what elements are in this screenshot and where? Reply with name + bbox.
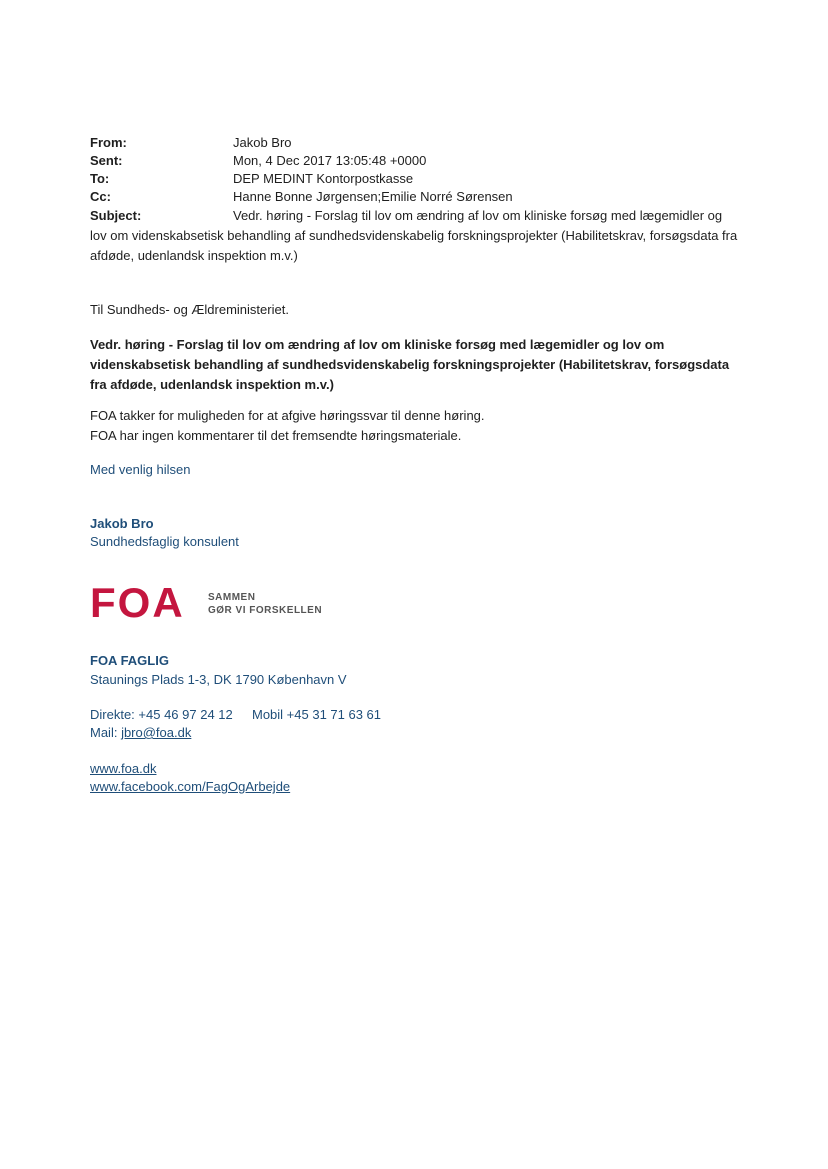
to-label: To:: [90, 171, 110, 186]
logo-slogan-line-1: SAMMEN: [208, 592, 256, 603]
signature-title: Sundhedsfaglig konsulent: [90, 534, 239, 549]
mail-label: Mail:: [90, 725, 122, 740]
org-address: Staunings Plads 1-3, DK 1790 København V: [90, 672, 347, 687]
direct-phone: Direkte: +45 46 97 24 12: [90, 707, 233, 722]
facebook-link[interactable]: www.facebook.com/FagOgArbejde: [90, 779, 291, 794]
mail-row: [90, 724, 191, 742]
body-heading: Vedr. høring - Forslag til lov om ændring af lov om kliniske forsøg med lægemidler og lov om videnskabsetisk behandling af sundhedsvidenskabelig forskningsprojekter (Habilitetskrav, forsøgsdata fra afdøde, udenlandsk inspektion m.v.): [90, 337, 730, 392]
web-row: [90, 760, 156, 778]
subject-label: Subject:: [90, 208, 142, 223]
subject-value: Vedr. høring - Forslag til lov om ændring af lov om kliniske forsøg med lægemidler og lov om videnskabsetisk behandling af sundhedsvidenskabelig forskningsprojekter (Habilitetskrav, forsøgsdata fra afdøde, udenlandsk inspektion m.v.): [90, 208, 738, 263]
to-value: DEP MEDINT Kontorpostkasse: [233, 171, 414, 186]
salutation: Til Sundheds- og Ældreministeriet.: [90, 302, 289, 317]
cc-label: Cc:: [90, 189, 111, 204]
logo-slogan: [208, 591, 322, 617]
subject-row: [90, 206, 740, 266]
web-link[interactable]: www.foa.dk: [90, 761, 157, 776]
from-value: Jakob Bro: [233, 135, 292, 150]
sent-label: Sent:: [90, 153, 123, 168]
body-line-1: FOA takker for muligheden for at afgive høringssvar til denne høring.: [90, 408, 485, 423]
closing: Med venlig hilsen: [90, 462, 191, 477]
logo-slogan-line-2: GØR VI FORSKELLEN: [208, 605, 323, 616]
foa-logo: [90, 582, 330, 622]
sent-value: Mon, 4 Dec 2017 13:05:48 +0000: [233, 153, 427, 168]
signature-name: Jakob Bro: [90, 516, 154, 531]
foa-logo-text: FOA: [90, 582, 185, 622]
mail-link[interactable]: jbro@foa.dk: [121, 725, 192, 740]
mobile-phone: Mobil +45 31 71 63 61: [252, 707, 382, 722]
facebook-row: [90, 778, 290, 796]
cc-value: Hanne Bonne Jørgensen;Emilie Norré Sørensen: [233, 189, 513, 204]
body-line-2: FOA har ingen kommentarer til det fremsendte høringsmateriale.: [90, 428, 462, 443]
from-label: From:: [90, 135, 127, 150]
org-name: FOA FAGLIG: [90, 653, 169, 668]
